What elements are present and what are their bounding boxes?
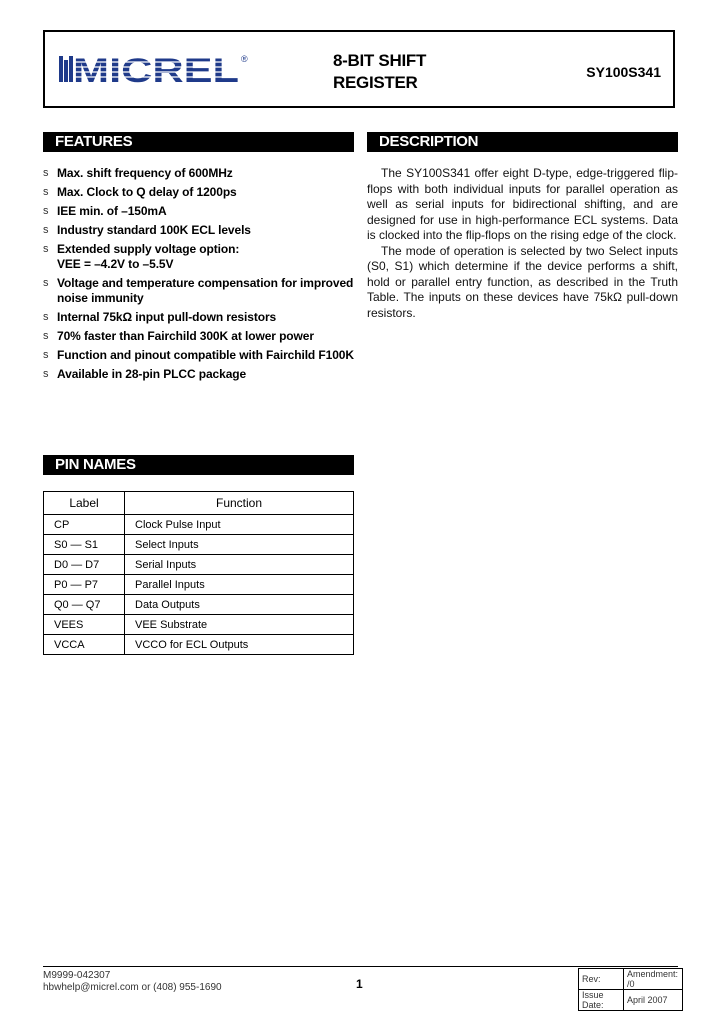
pin-label-cell: P0 — P7 (44, 575, 125, 595)
pin-label-cell: Q0 — Q7 (44, 595, 125, 615)
bullet-icon: s (43, 167, 49, 179)
title-line-2: REGISTER (333, 73, 418, 92)
bullet-icon: s (43, 243, 49, 255)
page-number: 1 (356, 977, 363, 991)
feature-text: 70% faster than Fairchild 300K at lower power (57, 329, 314, 343)
revision-table (578, 968, 683, 1011)
bullet-icon: s (43, 224, 49, 236)
pin-label-cell: VCCA (44, 635, 125, 655)
doc-code: M9999-042307 (43, 970, 111, 981)
pin-function-cell: Parallel Inputs (125, 575, 354, 595)
pin-names-table (43, 491, 354, 655)
title-line-1: 8-BIT SHIFT (333, 51, 427, 70)
pin-function-cell: Select Inputs (125, 535, 354, 555)
rev-value: Amendment: /0 (624, 969, 683, 990)
rev-row (579, 969, 683, 990)
issue-label: Issue Date: (579, 990, 624, 1011)
table-row (44, 595, 354, 615)
description-paragraph-2: The mode of operation is selected by two Select inputs (S0, S1) which determine if the device performs a shift, hold or parallel entry function, as described in the Truth Table. The inputs on these devices have 75kΩ pull-down resistors. (367, 243, 678, 320)
pin-label-cell: D0 — D7 (44, 555, 125, 575)
table-row (44, 535, 354, 555)
issue-row (579, 990, 683, 1011)
contact-info: hbwhelp@micrel.com or (408) 955-1690 (43, 982, 222, 993)
feature-text: Industry standard 100K ECL levels (57, 223, 251, 237)
pin-names-heading: PIN NAMES (43, 455, 354, 475)
registered-mark: ® (241, 54, 248, 64)
feature-text: Max. shift frequency of 600MHz (57, 166, 233, 180)
feature-text: Max. Clock to Q delay of 1200ps (57, 185, 237, 199)
pin-label-cell: VEES (44, 615, 125, 635)
pin-col-function: Function (125, 492, 354, 515)
bullet-icon: s (43, 368, 49, 380)
feature-subtext: VEE = –4.2V to –5.5V (57, 257, 174, 271)
pin-function-cell: Clock Pulse Input (125, 515, 354, 535)
feature-item (43, 242, 357, 272)
feature-item (43, 310, 357, 325)
description-body (367, 166, 678, 321)
pin-function-cell: Serial Inputs (125, 555, 354, 575)
bullet-icon: s (43, 311, 49, 323)
feature-text: Function and pinout compatible with Fairchild F100K (57, 348, 354, 362)
feature-item (43, 348, 357, 363)
logo-text: MICREL (73, 52, 239, 90)
feature-item (43, 367, 357, 382)
feature-text: Internal 75kΩ input pull-down resistors (57, 310, 277, 324)
micrel-logo (59, 50, 249, 95)
pin-label-cell: S0 — S1 (44, 535, 125, 555)
feature-text: Extended supply voltage option: (57, 242, 240, 256)
description-paragraph-1: The SY100S341 offer eight D-type, edge-triggered flip-flops with both individual inputs for parallel operation as well as serial inputs for bidirectional shifting, and are designed for use in high-performance ECL systems. Data is clocked into the flip-flops on the rising edge of the clock. (367, 166, 678, 242)
footer-rule (43, 966, 678, 967)
rev-label: Rev: (579, 969, 624, 990)
pin-table-header-row (44, 492, 354, 515)
features-list (43, 166, 357, 386)
feature-item (43, 166, 357, 181)
table-row (44, 515, 354, 535)
pin-function-cell: Data Outputs (125, 595, 354, 615)
bullet-icon: s (43, 186, 49, 198)
table-row (44, 615, 354, 635)
document-title (333, 50, 426, 94)
micrel-logo-graphic (59, 50, 249, 90)
table-row (44, 555, 354, 575)
table-row (44, 635, 354, 655)
feature-text: Voltage and temperature compensation for improved noise immunity (57, 276, 354, 305)
bullet-icon: s (43, 349, 49, 361)
pin-col-label: Label (44, 492, 125, 515)
feature-item (43, 329, 357, 344)
features-heading: FEATURES (43, 132, 354, 152)
description-heading: DESCRIPTION (367, 132, 678, 152)
feature-text: IEE min. of –150mA (57, 204, 167, 218)
feature-item (43, 276, 357, 306)
feature-item (43, 204, 357, 219)
pin-function-cell: VEE Substrate (125, 615, 354, 635)
feature-item (43, 185, 357, 200)
table-row (44, 575, 354, 595)
part-number: SY100S341 (586, 64, 661, 80)
pin-label-cell: CP (44, 515, 125, 535)
issue-value: April 2007 (624, 990, 683, 1011)
header-box (43, 30, 675, 108)
bullet-icon: s (43, 330, 49, 342)
bullet-icon: s (43, 277, 49, 289)
pin-function-cell: VCCO for ECL Outputs (125, 635, 354, 655)
footer-contact-block (43, 970, 222, 994)
feature-text: Available in 28-pin PLCC package (57, 367, 247, 381)
bullet-icon: s (43, 205, 49, 217)
feature-item (43, 223, 357, 238)
